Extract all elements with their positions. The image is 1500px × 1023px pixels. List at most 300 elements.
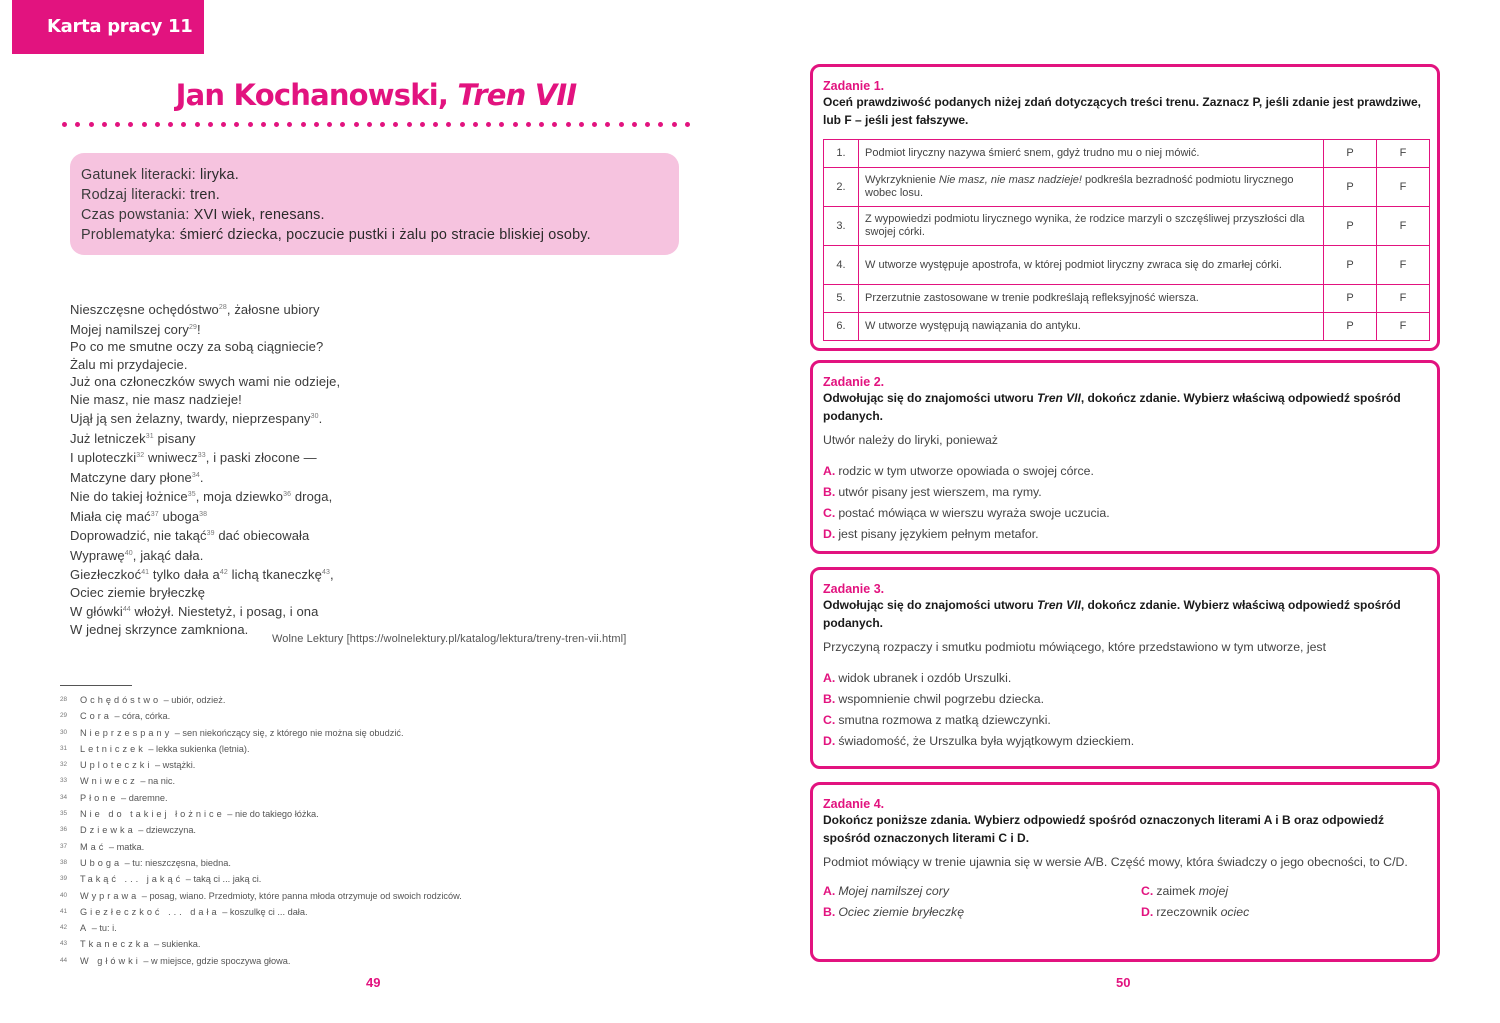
footnote-item (60, 871, 462, 887)
footnote-ref: 32 (136, 452, 145, 459)
row-number: 2. (824, 168, 859, 207)
info-label: Rodzaj literacki: (81, 187, 191, 203)
divider-dot (645, 122, 650, 127)
row-number: 1. (824, 140, 859, 168)
footnote-item (60, 692, 462, 708)
poem-text-run: Giezłeczkoć (70, 567, 142, 582)
footnote-definition: sen niekończący się, z którego nie można się obudzić. (182, 727, 404, 738)
footnote-item (60, 936, 462, 952)
footnote-term: Takąć ... jakąć (80, 874, 184, 885)
footnote-dash: – (140, 955, 151, 966)
footnote-ref: 34 (191, 471, 200, 479)
info-genre (81, 165, 668, 185)
row-number: 5. (824, 285, 859, 313)
poem-text-run: W jednej skrzynce zamkniona. (70, 621, 249, 637)
answer-options (823, 881, 1427, 923)
task-4 (810, 782, 1440, 962)
answer-option[interactable] (823, 482, 1427, 503)
footnote-body (80, 741, 250, 757)
divider-dot (393, 122, 398, 127)
footnote-term: Wniwecz (80, 776, 138, 787)
footnote-item (60, 757, 462, 773)
task-2 (810, 360, 1440, 554)
row-number: 6. (824, 313, 859, 341)
info-period (81, 205, 668, 225)
footnote-ref: 37 (150, 510, 159, 518)
worksheet-tab: Karta pracy 11 (12, 0, 204, 54)
footnote-ref: 43 (321, 569, 330, 576)
divider-dot (486, 122, 491, 127)
option-letter: C. (823, 506, 836, 520)
footnote-body (80, 920, 117, 936)
task-stem: Utwór należy do liryki, ponieważ (823, 433, 998, 447)
info-value: tren. (190, 187, 220, 203)
answer-option[interactable] (1141, 881, 1421, 902)
footnote-dash: – (183, 874, 194, 885)
divider-dot (327, 122, 332, 127)
poem-text-run: włożył. Niestetyż, i posag, i ona (130, 604, 319, 619)
divider-dot (433, 122, 438, 127)
option-letter: C. (1141, 884, 1154, 898)
answer-option[interactable] (823, 710, 1427, 731)
footnotes (60, 692, 462, 969)
poem-text-run: Wyprawę (70, 547, 125, 563)
footnote-term: Cora (80, 711, 112, 722)
poem-text-run: I uploteczki (70, 450, 137, 465)
divider-dot (155, 122, 160, 127)
poem-text-run: wniwecz (144, 450, 198, 465)
poem-line (70, 373, 340, 391)
poem-text-run: Matczyne dary płone (70, 469, 192, 485)
footnote-body (80, 936, 200, 952)
answer-option[interactable] (823, 902, 1141, 923)
statement-cell (859, 207, 1324, 246)
poem-text-run: , jakąć dała. (132, 547, 204, 563)
poem-text-run: Już ona członeczków swych wami nie odzieje, (70, 374, 341, 389)
footnote-number: 33 (60, 777, 68, 785)
footnote-definition: sukienka. (161, 939, 201, 950)
poem-line (70, 428, 340, 448)
poem-line (70, 408, 340, 428)
divider-dot (566, 122, 571, 127)
statement-text: podkreśla bezradność podmiotu lirycznego wobec losu. (865, 174, 1294, 199)
command-work-title: Tren VII (1037, 598, 1081, 612)
true-option[interactable]: P (1324, 246, 1377, 285)
footnote-dash: – (172, 727, 183, 738)
option-text: wspomnienie chwil pogrzebu dziecka. (838, 692, 1045, 706)
true-false-table (823, 139, 1430, 341)
info-label: Gatunek literacki: (81, 167, 200, 183)
footnote-definition: posag, wiano. Przedmioty, które panna młoda otrzymuje od swoich rodziców. (149, 890, 462, 901)
poem-line (70, 584, 340, 602)
footnote-definition: tu: nieszczęsna, biedna. (132, 857, 231, 868)
poem-text-run: pisany (153, 430, 196, 446)
answer-options (823, 668, 1427, 752)
footnote-definition: matka. (116, 841, 145, 852)
task-heading: Zadanie 2. (823, 375, 885, 389)
page-title (62, 78, 690, 112)
poem-text-run: Doprowadzić, nie takąć (70, 528, 207, 543)
footnote-dash: – (219, 906, 230, 917)
divider-dot (685, 122, 690, 127)
answer-option[interactable] (1141, 902, 1421, 923)
divider-dot (446, 122, 451, 127)
footnote-rule (60, 685, 132, 686)
divider-dot (539, 122, 544, 127)
poem-line (70, 525, 340, 545)
footnote-ref: 35 (187, 491, 196, 498)
true-option[interactable]: P (1324, 313, 1377, 341)
command-text: , dokończ zdanie. Wybierz właściwą odpowiedź spośród podanych. (823, 598, 1401, 630)
answer-option[interactable] (823, 461, 1427, 482)
option-letter: A. (823, 464, 836, 478)
false-option[interactable]: F (1377, 140, 1430, 168)
poem-line (70, 506, 340, 526)
poem-line (70, 545, 340, 565)
page-number-right: 50 (1116, 975, 1131, 990)
poem-text-run: droga, (291, 489, 333, 504)
divider-dot (234, 122, 239, 127)
divider-dot (354, 122, 359, 127)
footnote-dash: – (118, 792, 129, 803)
footnote-number: 36 (60, 826, 68, 834)
option-letter: B. (823, 692, 836, 706)
footnote-dash: – (106, 841, 117, 852)
footnote-item (60, 822, 462, 838)
option-text: postać mówiąca w wierszu wyraża swoje uczucia. (838, 506, 1110, 520)
footnote-definition: lekka sukienka (letnia). (156, 743, 250, 754)
statement-text: Przerzutnie zastosowane w trenie podkreślają refleksyjność wiersza. (865, 292, 1199, 304)
footnote-dash: – (122, 857, 133, 868)
footnote-body (80, 692, 225, 708)
divider-dot (208, 122, 213, 127)
footnote-ref: 42 (219, 569, 228, 576)
footnote-definition: córa, córka. (122, 711, 171, 722)
poem-text-run: dać obiecowała (214, 528, 310, 543)
divider-dot (301, 122, 306, 127)
footnote-body (80, 757, 195, 773)
divider-dot (672, 122, 677, 127)
footnote-body (80, 708, 170, 724)
footnote-dash: – (89, 923, 100, 934)
poem-text-run: Ujął ją sen żelazny, twardy, nieprzespany (70, 411, 311, 426)
task-command (823, 390, 1427, 425)
option-text: utwór pisany jest wierszem, ma rymy. (838, 485, 1042, 499)
divider-dot (592, 122, 597, 127)
info-kind (81, 185, 668, 205)
footnote-item (60, 839, 462, 855)
task-1 (810, 64, 1440, 351)
divider-dot (221, 122, 226, 127)
option-text: jest pisany językiem pełnym metafor. (838, 527, 1039, 541)
true-option[interactable]: P (1324, 140, 1377, 168)
footnote-definition: taką ci ... jaką ci. (193, 874, 262, 885)
statement-quote: Nie masz, nie masz nadzieje! (938, 174, 1082, 186)
footnote-term: Mać (80, 841, 107, 852)
poem-line (70, 486, 340, 506)
footnote-term: Nieprzespany (80, 727, 173, 738)
footnote-dash: – (151, 939, 162, 950)
footnote-term: Tkaneczka (80, 939, 152, 950)
poem-line (70, 391, 340, 409)
divider-dot (420, 122, 425, 127)
footnote-body (80, 855, 231, 871)
footnote-ref: 28 (218, 304, 227, 311)
footnote-body (80, 904, 308, 920)
true-option[interactable]: P (1324, 168, 1377, 207)
footnote-definition: daremne. (128, 792, 168, 803)
option-letter: A. (823, 671, 836, 685)
task-heading: Zadanie 1. (823, 79, 885, 93)
footnote-item (60, 920, 462, 936)
info-value: śmierć dziecka, poczucie pustki i żalu po stracie bliskiej osoby. (179, 227, 591, 243)
footnote-number: 32 (60, 761, 68, 769)
command-work-title: Tren VII (1037, 391, 1081, 405)
divider-dot (195, 122, 200, 127)
divider-dot (367, 122, 372, 127)
footnote-number: 38 (60, 858, 68, 866)
info-label: Czas powstania: (81, 207, 194, 223)
page-number-left: 49 (366, 975, 381, 990)
footnote-body (80, 806, 319, 822)
info-value: liryka. (199, 167, 239, 183)
poem-text-run: Żalu mi przydajecie. (70, 356, 188, 372)
poem-text-run: lichą tkaneczkę (227, 567, 322, 582)
task-heading: Zadanie 4. (823, 797, 885, 811)
poem-text-run: . (318, 411, 323, 426)
task-stem: Podmiot mówiący w trenie ujawnia się w wersie A/B. Część mowy, która świadczy o jego obecności, to C/D. (823, 855, 1408, 869)
poem-line (70, 601, 340, 621)
option-letter: B. (823, 485, 836, 499)
option-letter: D. (823, 734, 836, 748)
row-number: 3. (824, 207, 859, 246)
footnote-term: Nie do takiej łożnice (80, 809, 225, 820)
poem-text-run: Miała cię mać (70, 508, 151, 524)
option-letter: C. (823, 713, 836, 727)
divider-dot (658, 122, 663, 127)
option-text: ociec (1220, 905, 1250, 919)
divider-dot (513, 122, 518, 127)
footnote-term: Wyprawa (80, 890, 140, 901)
footnote-term: A (80, 923, 90, 934)
poem-text-run: Nieszczęsne ochędóstwo (70, 302, 219, 317)
footnote-item (60, 855, 462, 871)
footnote-number: 41 (60, 907, 68, 915)
poem-line (70, 467, 340, 487)
task-command: Oceń prawdziwość podanych niżej zdań dotyczących treści trenu. Zaznacz P, jeśli zdanie jest prawdziwe, lub F – jeśli jest fałszywe. (823, 95, 1421, 127)
footnote-ref: 36 (283, 491, 292, 498)
statement-cell (859, 140, 1324, 168)
title-author: Jan Kochanowski, (175, 78, 458, 112)
false-option[interactable]: F (1377, 168, 1430, 207)
row-number: 4. (824, 246, 859, 285)
footnote-dash: – (111, 711, 123, 722)
table-row (824, 246, 1430, 285)
divider-dot (287, 122, 292, 127)
false-option[interactable]: F (1377, 207, 1430, 246)
answer-option[interactable] (823, 731, 1427, 752)
footnote-ref: 29 (189, 323, 198, 331)
footnote-item (60, 725, 462, 741)
divider-dot (89, 122, 94, 127)
footnote-dash: – (139, 890, 150, 901)
option-prefix: rzeczownik (1156, 905, 1221, 919)
divider-dot (619, 122, 624, 127)
divider-dot (75, 122, 80, 127)
footnote-ref: 33 (197, 452, 206, 459)
footnote-dash: – (224, 809, 235, 820)
statement-text: Podmiot liryczny nazywa śmierć snem, gdyż trudno mu o niej mówić. (865, 147, 1200, 159)
footnote-body (80, 822, 196, 838)
divider-dot (168, 122, 173, 127)
divider-dot (407, 122, 412, 127)
divider-dot (340, 122, 345, 127)
command-text: Odwołując się do znajomości utworu (823, 391, 1038, 405)
footnote-body (80, 871, 261, 887)
answer-option[interactable] (823, 881, 1141, 902)
answer-options (823, 461, 1427, 545)
poem-line (70, 319, 340, 339)
poem-text-run: Ociec ziemie bryłeczkę (70, 584, 206, 600)
poem-text-run: Już letniczek (70, 430, 146, 446)
poem-text-run: , moja dziewko (195, 489, 284, 504)
poem-text-run: , (329, 567, 334, 582)
footnote-number: 28 (60, 696, 68, 703)
table-row (824, 313, 1430, 341)
divider-dot (274, 122, 279, 127)
footnote-ref: 38 (199, 510, 208, 518)
footnote-number: 30 (60, 728, 68, 736)
true-option[interactable]: P (1324, 207, 1377, 246)
footnote-definition: nie do takiego łóżka. (234, 809, 319, 820)
poem-text (70, 299, 340, 638)
option-prefix: zaimek (1156, 884, 1199, 898)
statement-text: Z wypowiedzi podmiotu lirycznego wynika, że rodzice marzyli o szczęśliwej przyszłości dla swojej córki. (865, 213, 1305, 238)
poem-text-run: , żałosne ubiory (226, 302, 320, 317)
divider-dot (128, 122, 133, 127)
footnote-item (60, 904, 462, 920)
footnote-term: W główki (80, 955, 141, 966)
footnote-term: Uploteczki (80, 760, 153, 771)
table-row (824, 207, 1430, 246)
footnote-body (80, 888, 462, 904)
footnote-definition: w miejsce, gdzie spoczywa głowa. (150, 955, 291, 966)
footnote-definition: koszulkę ci ... dała. (229, 906, 308, 917)
table-row (824, 285, 1430, 313)
false-option[interactable]: F (1377, 246, 1430, 285)
option-text: świadomość, że Urszulka była wyjątkowym dzieckiem. (838, 734, 1135, 748)
option-text: Mojej namilszej cory (838, 884, 950, 898)
divider-dot (632, 122, 637, 127)
statement-cell (859, 313, 1324, 341)
poem-text-run: W główki (70, 604, 123, 619)
footnote-dash: – (145, 743, 157, 754)
divider-dot (181, 122, 186, 127)
footnote-term: Letniczek (80, 743, 146, 754)
footnote-term: Płone (80, 792, 119, 803)
false-option[interactable]: F (1377, 313, 1430, 341)
info-problems (81, 225, 668, 245)
task-stem: Przyczyną rozpaczy i smutku podmiotu mówiącego, które przedstawiono w tym utworze, jest (823, 640, 1327, 654)
footnote-number: 42 (60, 924, 68, 932)
divider-dot (552, 122, 557, 127)
option-letter: A. (823, 884, 836, 898)
option-text: mojej (1198, 884, 1229, 898)
poem-text-run: Mojej namilszej cory (70, 321, 190, 337)
option-text: smutna rozmowa z matką dziewczynki. (838, 713, 1051, 727)
footnote-number: 35 (60, 810, 68, 818)
answer-option[interactable] (823, 668, 1427, 689)
footnote-number: 43 (60, 940, 68, 948)
answer-option[interactable] (823, 503, 1427, 524)
source-citation: Wolne Lektury [https://wolnelektury.pl/katalog/lektura/treny-tren-vii.html] (272, 633, 627, 645)
poem-line (70, 564, 340, 584)
footnote-dash: – (152, 760, 163, 771)
footnote-ref: 39 (206, 530, 215, 537)
footnote-definition: dziewczyna. (145, 825, 196, 836)
divider-dot (605, 122, 610, 127)
footnote-term: Ochędóstwo (80, 695, 162, 705)
option-text: rodzic w tym utworze opowiada o swojej córce. (838, 464, 1094, 478)
statement-cell (859, 168, 1324, 207)
footnote-term: Uboga (80, 857, 123, 868)
statement-text: Wykrzyknienie (865, 174, 939, 186)
answer-option[interactable] (823, 524, 1427, 545)
poem-text-run: tylko dała a (149, 567, 220, 582)
poem-text-run: ! (197, 321, 201, 337)
command-text: Odwołując się do znajomości utworu (823, 598, 1038, 612)
title-work: Tren VII (457, 78, 577, 112)
footnote-number: 40 (60, 891, 68, 899)
divider-dot (142, 122, 147, 127)
task-3 (810, 567, 1440, 769)
divider-dot (62, 122, 67, 127)
info-value: XVI wiek, renesans. (193, 207, 325, 223)
footnote-body (80, 790, 168, 806)
divider-dot (102, 122, 107, 127)
footnote-definition: wstążki. (162, 760, 196, 771)
footnote-item (60, 953, 462, 969)
statement-cell (859, 246, 1324, 285)
poem-line (70, 338, 340, 356)
poem-line (70, 447, 340, 467)
divider-dot (248, 122, 253, 127)
footnote-body (80, 773, 175, 789)
option-letter: B. (823, 905, 836, 919)
divider-dot (261, 122, 266, 127)
footnote-number: 44 (60, 956, 68, 964)
divider-dot (380, 122, 385, 127)
footnote-body (80, 953, 290, 969)
divider-dot (314, 122, 319, 127)
option-letter: D. (823, 527, 836, 541)
true-option[interactable]: P (1324, 285, 1377, 313)
poem-text-run: Nie do takiej łożnice (70, 489, 188, 504)
divider-dot (499, 122, 504, 127)
footnote-item (60, 773, 462, 789)
footnote-ref: 30 (310, 413, 319, 420)
divider-dot (473, 122, 478, 127)
info-box (70, 153, 679, 255)
footnote-dash: – (137, 776, 148, 787)
false-option[interactable]: F (1377, 285, 1430, 313)
task-heading: Zadanie 3. (823, 582, 885, 596)
footnote-body (80, 725, 404, 741)
footnote-ref: 41 (141, 569, 150, 576)
footnote-item (60, 741, 462, 757)
table-row (824, 168, 1430, 207)
answer-option[interactable] (823, 689, 1427, 710)
